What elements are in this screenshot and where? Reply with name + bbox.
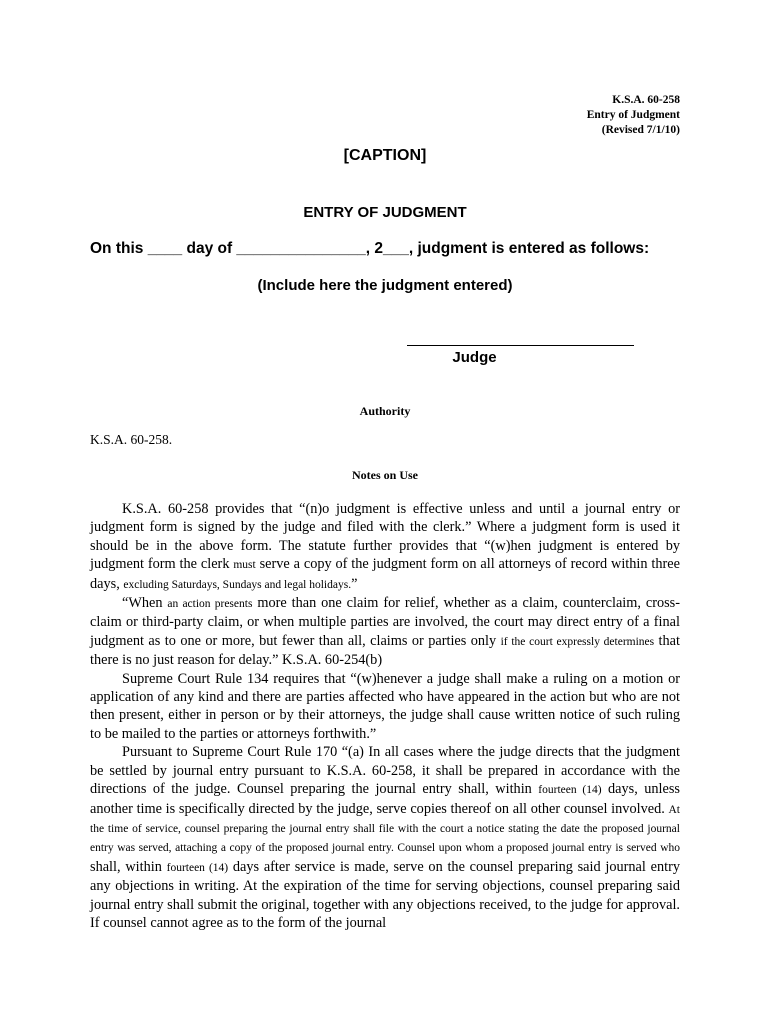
caption-placeholder: [CAPTION] — [343, 147, 427, 164]
notes-heading: Notes on Use — [352, 468, 418, 482]
notes-body — [90, 500, 680, 932]
judge-label: Judge — [452, 349, 497, 366]
authority-text: K.S.A. 60-258. — [90, 432, 173, 447]
statute-number: K.S.A. 60-258 — [612, 94, 680, 106]
notes-paragraph-4: Pursuant to Supreme Court Rule 170 “(a) In all cases where the judge directs that the judgment be settled by journal entry pursuant to K.S.A. 60-258, it shall be prepared in accordance with the directions of the judge. Counsel preparing the journal entry shall, within fourteen (14) days, unless another time is specifically directed by the judge, serve copies thereof on all other counsel involved. At the time of service, counsel preparing the journal entry shall file with the court a notice stating the date the proposed journal entry was served, attaching a copy of the proposed journal entry. Counsel upon whom a proposed journal entry is served who shall, within fourteen (14) days after service is made, serve on the counsel preparing said journal entry any objections in writing. At the expiration of the time for serving objections, counsel preparing said journal entry shall submit the original, together with any objections received, to the judge for approval. If counsel cannot agree as to the form of the journal — [90, 744, 680, 931]
notes-paragraph-3: Supreme Court Rule 134 requires that “(w)henever a judge shall make a ruling on a motion or application of any kind and there are parties affected who have appeared in the action but who are not then present, either in person or by their attorneys, the judge shall cause written notice of such ruling to be mailed to the parties or attorneys forthwith.” — [90, 670, 680, 742]
document-title: ENTRY OF JUDGMENT — [303, 204, 467, 221]
revision-date: (Revised 7/1/10) — [601, 124, 680, 136]
notes-paragraph-2: “When an action presents more than one claim for relief, whether as a claim, counterclaim, cross-claim or third-party claim, or when multiple parties are involved, the court may direct entry of a final judgment as to one or more, but fewer than all, claims or parties only if the court expressly determines that there is no just reason for delay.” K.S.A. 60-254(b) — [90, 595, 680, 669]
judgment-date-line: On this ____ day of _______________, 2___, judgment is entered as follows: — [90, 240, 650, 257]
authority-heading: Authority — [359, 404, 411, 418]
judgment-instructions: (Include here the judgment entered) — [257, 277, 513, 294]
judge-signature-line — [407, 345, 634, 346]
form-name: Entry of Judgment — [586, 109, 680, 121]
form-reference-header — [587, 93, 680, 138]
notes-paragraph-1: K.S.A. 60-258 provides that “(n)o judgment is effective unless and until a journal entry or judgment form is signed by the judge and filed with the clerk.” Where a judgment form is used it should be in the above form. The statute further provides that “(w)hen judgment is entered by judgment form the clerk must serve a copy of the judgment form on all attorneys of record within three days, excluding Saturdays, Sundays and legal holidays.” — [90, 501, 680, 592]
